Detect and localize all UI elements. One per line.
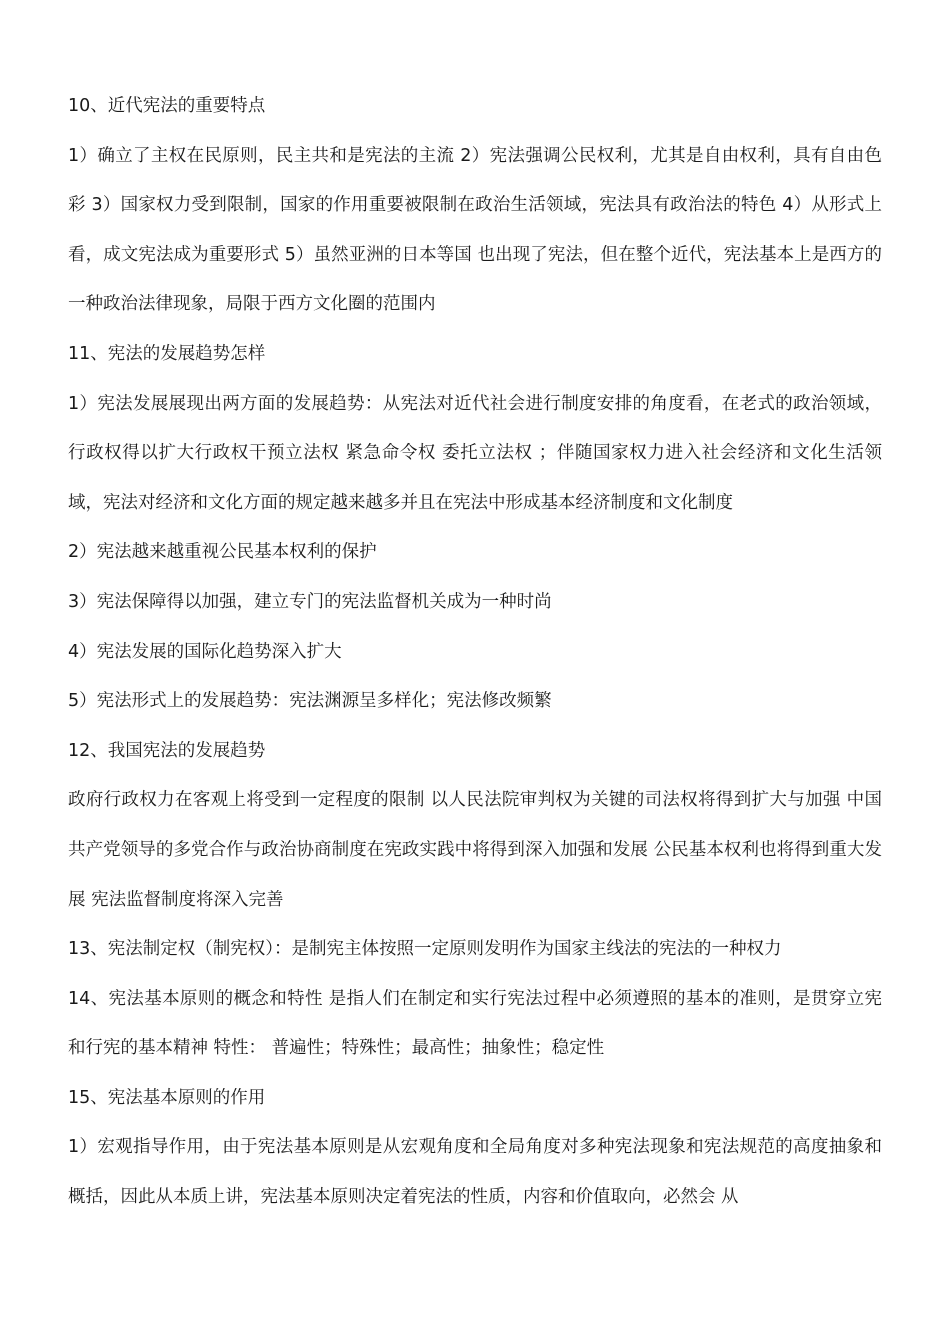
paragraph-trend-4: 4）宪法发展的国际化趋势深入扩大 (68, 641, 342, 662)
paragraph-china-trend: 政府行政权力在客观上将受到一定程度的限制 以人民法院审判权为关键的司法权将得到扩大与加强 中国共产党领导的多党合作与政治协商制度在宪政实践中将得到深入加强和发展 公民基本权利也将得到重大发展 宪法监督制度将深入完善 (68, 790, 882, 910)
section-heading-13: 13、宪法制定权（制宪权）：是制宪主体按照一定原则发明作为国家主线法的宪法的一种权力 (68, 939, 782, 960)
section-heading-11: 11、宪法的发展趋势怎样 (68, 343, 266, 364)
section-heading-14: 14、宪法基本原则的概念和特性 是指人们在制定和实行宪法过程中必须遵照的基本的准则，是贯穿立宪和行宪的基本精神 特性： 普遍性；特殊性；最高性；抽象性；稳定性 (68, 988, 882, 1059)
section-heading-15: 15、宪法基本原则的作用 (68, 1087, 266, 1108)
section-heading-10: 10、近代宪法的重要特点 (68, 96, 266, 116)
paragraph-trend-5: 5）宪法形式上的发展趋势：宪法渊源呈多样化；宪法修改频繁 (68, 691, 552, 712)
paragraph-modern-constitution-features: 1）确立了主权在民原则，民主共和是宪法的主流 2）宪法强调公民权利，尤其是自由权利，具有自由色彩 3）国家权力受到限制，国家的作用重要被限制在政治生活领域，宪法具有政治法的特色 4）从形式上看，成文宪法成为重要形式 5）虽然亚洲的日本等国 也出现了宪法，但在整个近代，宪法基本上是西方的一种政治法律现象，局限于西方文化圈的范围内 (68, 145, 882, 315)
paragraph-trend-2: 2）宪法越来越重视公民基本权利的保护 (68, 542, 377, 563)
paragraph-trend-1: 1）宪法发展展现出两方面的发展趋势：从宪法对近代社会进行制度安排的角度看，在老式的政治领域，行政权得以扩大行政权干预立法权 紧急命令权 委托立法权 ；伴随国家权力进入社会经济和文化生活领域，宪法对经济和文化方面的规定越来越多并且在宪法中形成基本经济制度和文化制度 (68, 393, 882, 513)
document-body (68, 82, 882, 1223)
paragraph-trend-3: 3）宪法保障得以加强，建立专门的宪法监督机关成为一种时尚 (68, 591, 552, 612)
section-heading-12: 12、我国宪法的发展趋势 (68, 740, 266, 761)
paragraph-role-1: 1）宏观指导作用，由于宪法基本原则是从宏观角度和全局角度对多种宪法现象和宪法规范的高度抽象和概括，因此从本质上讲，宪法基本原则决定着宪法的性质，内容和价值取向，必然会 从 (68, 1137, 882, 1208)
